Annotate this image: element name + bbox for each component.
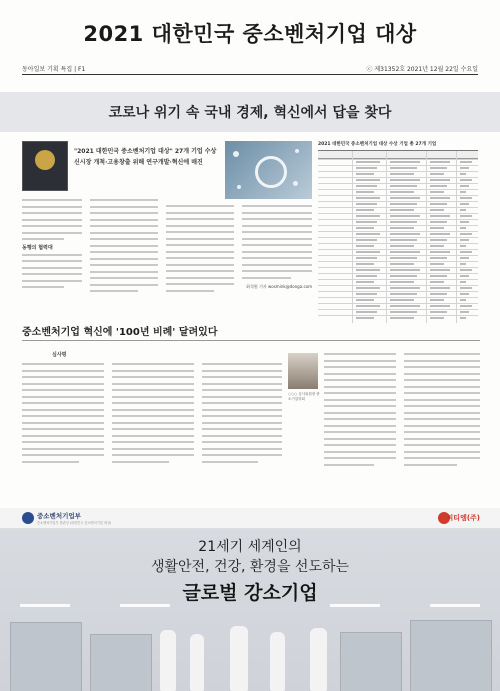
table-cell bbox=[390, 269, 420, 271]
table-cell bbox=[356, 251, 380, 253]
page-title: 2021 대한민국 중소벤처기업 대상 bbox=[83, 22, 417, 46]
table-cell bbox=[356, 257, 377, 259]
table-cell bbox=[390, 173, 414, 175]
table-cell bbox=[356, 311, 377, 313]
table-row bbox=[318, 279, 478, 280]
table-cell bbox=[460, 275, 469, 277]
table-cell bbox=[460, 299, 466, 301]
table-cell bbox=[460, 281, 466, 283]
table-cell bbox=[430, 299, 444, 301]
table-cell bbox=[430, 197, 450, 199]
table-cell bbox=[460, 197, 472, 199]
ministry-logo-icon bbox=[22, 512, 34, 524]
table-grid bbox=[318, 150, 478, 323]
table-cell bbox=[460, 263, 466, 265]
ad-tagline-1: 21세기 세계인의 bbox=[198, 539, 302, 555]
table-cell bbox=[356, 185, 377, 187]
hero-banner bbox=[0, 92, 500, 132]
deck-line-1: "2021 대한민국 중소벤처기업 대상" 27개 기업 수상 bbox=[74, 148, 217, 155]
table-cell bbox=[430, 209, 444, 211]
table-cell bbox=[390, 281, 414, 283]
circuit-illustration bbox=[225, 141, 312, 199]
table-cell bbox=[460, 311, 469, 313]
table-cell bbox=[390, 317, 414, 319]
table-row bbox=[318, 243, 478, 244]
article-column-1 bbox=[22, 199, 82, 293]
table-row bbox=[318, 231, 478, 232]
table-cell bbox=[390, 311, 417, 313]
article-column-4 bbox=[242, 205, 312, 290]
table-cell bbox=[356, 305, 380, 307]
table-cell bbox=[390, 203, 417, 205]
table-row bbox=[318, 177, 478, 178]
cleanroom-photo bbox=[0, 604, 500, 691]
table-row bbox=[318, 249, 478, 250]
table-cell bbox=[430, 251, 450, 253]
table-cell bbox=[390, 215, 420, 217]
review-column-1 bbox=[22, 363, 104, 467]
table-cell bbox=[460, 251, 472, 253]
table-row bbox=[318, 219, 478, 220]
table-cell bbox=[390, 185, 417, 187]
table-cell bbox=[430, 269, 450, 271]
article-deck bbox=[74, 147, 224, 169]
table-row bbox=[318, 261, 478, 262]
table-row bbox=[318, 207, 478, 208]
table-row bbox=[318, 291, 478, 292]
table-cell bbox=[460, 245, 466, 247]
table-cell bbox=[390, 263, 414, 265]
table-cell bbox=[356, 299, 374, 301]
table-row bbox=[318, 237, 478, 238]
table-cell bbox=[390, 167, 417, 169]
table-cell bbox=[390, 287, 420, 289]
table-row bbox=[318, 303, 478, 304]
table-cell bbox=[390, 299, 414, 301]
table-row bbox=[318, 201, 478, 202]
hero-headline: 코로나 위기 속 국내 경제, 혁신에서 답을 찾다 bbox=[108, 105, 392, 121]
table-cell bbox=[356, 275, 377, 277]
table-cell bbox=[430, 293, 447, 295]
table-cell bbox=[356, 317, 374, 319]
table-cell bbox=[460, 161, 472, 163]
ministry-logo-subtext: 중소벤처기업부 장관상 (대한민국 중소벤처기업 대상) bbox=[37, 521, 112, 525]
table-cell bbox=[390, 239, 417, 241]
section-label-review: 심사평 bbox=[52, 352, 67, 358]
table-cell bbox=[430, 191, 444, 193]
medal-icon bbox=[35, 150, 55, 170]
table-cell bbox=[430, 317, 444, 319]
review-column-4 bbox=[324, 353, 396, 470]
table-cell bbox=[356, 197, 380, 199]
award-badge-image bbox=[22, 141, 68, 191]
table-row bbox=[318, 273, 478, 274]
table-cell bbox=[430, 167, 447, 169]
table-cell bbox=[430, 245, 444, 247]
table-cell bbox=[460, 203, 469, 205]
table-cell bbox=[356, 227, 374, 229]
table-cell bbox=[460, 317, 466, 319]
table-cell bbox=[390, 257, 417, 259]
article-column-2 bbox=[90, 199, 158, 297]
table-row bbox=[318, 195, 478, 196]
table-cell bbox=[390, 161, 420, 163]
table-row bbox=[318, 165, 478, 166]
table-cell bbox=[356, 191, 374, 193]
table-cell bbox=[460, 167, 469, 169]
table-cell bbox=[356, 239, 377, 241]
table-cell bbox=[460, 209, 466, 211]
table-cell bbox=[356, 245, 374, 247]
table-cell bbox=[430, 227, 444, 229]
table-cell bbox=[390, 209, 414, 211]
table-cell bbox=[356, 167, 377, 169]
table-row bbox=[318, 225, 478, 226]
ad-tagline-3: 글로벌 강소기업 bbox=[182, 582, 318, 604]
table-cell bbox=[460, 257, 469, 259]
table-cell bbox=[390, 233, 420, 235]
company-logo-text: 씨티엠(주) bbox=[446, 514, 480, 522]
table-cell bbox=[390, 305, 420, 307]
table-cell bbox=[430, 275, 447, 277]
table-cell bbox=[356, 263, 374, 265]
table-cell bbox=[460, 305, 472, 307]
table-cell bbox=[460, 227, 466, 229]
table-cell bbox=[460, 233, 472, 235]
table-title: 2021 대한민국 중소벤처기업 대상 수상 기업 총 27개 기업 bbox=[318, 142, 437, 147]
table-cell bbox=[430, 221, 447, 223]
table-cell bbox=[430, 173, 444, 175]
table-cell bbox=[356, 179, 380, 181]
table-cell bbox=[460, 173, 466, 175]
table-cell bbox=[390, 293, 417, 295]
gear-icon bbox=[255, 156, 287, 188]
table-cell bbox=[390, 275, 417, 277]
review-column-3 bbox=[202, 363, 282, 467]
table-cell bbox=[356, 221, 377, 223]
table-cell bbox=[430, 185, 447, 187]
table-cell bbox=[356, 287, 380, 289]
article-column-3 bbox=[166, 205, 234, 296]
reviewer-caption: ○○○ 심사위원장 중소기업학회 bbox=[288, 392, 320, 401]
table-cell bbox=[390, 227, 414, 229]
table-row bbox=[318, 159, 478, 160]
article-subhead: 동행의 협력대 bbox=[22, 244, 53, 251]
lead-article bbox=[22, 141, 312, 303]
table-cell bbox=[460, 191, 466, 193]
table-cell bbox=[460, 179, 472, 181]
table-cell bbox=[390, 245, 414, 247]
table-row bbox=[318, 171, 478, 172]
table-cell bbox=[356, 269, 380, 271]
table-cell bbox=[430, 311, 447, 313]
ad-tagline-2: 생활안전, 건강, 환경을 선도하는 bbox=[150, 559, 350, 575]
table-row bbox=[318, 189, 478, 190]
table-row bbox=[318, 297, 478, 298]
table-cell bbox=[356, 233, 380, 235]
table-cell bbox=[430, 179, 450, 181]
article-byline: 최석원 기자 wosmink@donga.com bbox=[246, 284, 312, 289]
table-cell bbox=[356, 209, 374, 211]
table-row bbox=[318, 267, 478, 268]
awards-table bbox=[318, 141, 478, 323]
table-cell bbox=[390, 179, 420, 181]
table-cell bbox=[356, 203, 377, 205]
ad-logo-bar bbox=[0, 508, 500, 529]
table-row bbox=[318, 315, 478, 316]
table-row bbox=[318, 285, 478, 286]
table-cell bbox=[430, 215, 450, 217]
issue-label: ⓒ 제31352호 2021년 12월 22일 수요일 bbox=[366, 66, 478, 73]
deck-line-2: 신시장 개척·고용창출 위해 연구개발·혁신에 매진 bbox=[74, 159, 203, 166]
table-cell bbox=[460, 221, 469, 223]
table-cell bbox=[430, 161, 450, 163]
table-row bbox=[318, 183, 478, 184]
table-cell bbox=[460, 293, 469, 295]
table-cell bbox=[430, 287, 450, 289]
second-headline: 중소벤처기업 혁신에 '100년 비례' 달려있다 bbox=[22, 327, 218, 338]
ministry-logo-text: 중소벤처기업부 bbox=[37, 512, 81, 520]
table-row bbox=[318, 213, 478, 214]
table-cell bbox=[390, 191, 414, 193]
table-cell bbox=[356, 293, 377, 295]
table-cell bbox=[390, 251, 420, 253]
table-cell bbox=[430, 281, 444, 283]
masthead bbox=[0, 18, 500, 48]
table-cell bbox=[430, 233, 450, 235]
table-cell bbox=[430, 203, 447, 205]
table-cell bbox=[356, 161, 380, 163]
table-cell bbox=[430, 305, 450, 307]
review-column-2 bbox=[112, 363, 194, 467]
table-cell bbox=[430, 239, 447, 241]
reviewer-photo bbox=[288, 353, 318, 389]
table-cell bbox=[460, 215, 472, 217]
table-cell bbox=[356, 281, 374, 283]
table-cell bbox=[390, 197, 420, 199]
table-cell bbox=[356, 173, 374, 175]
table-cell bbox=[460, 269, 472, 271]
table-row bbox=[318, 309, 478, 310]
table-cell bbox=[356, 215, 380, 217]
table-cell bbox=[430, 257, 447, 259]
table-cell bbox=[460, 185, 469, 187]
meta-bar bbox=[22, 62, 478, 75]
table-cell bbox=[390, 221, 417, 223]
table-row bbox=[318, 255, 478, 256]
advertisement bbox=[0, 508, 500, 691]
review-column-5 bbox=[404, 353, 480, 470]
table-header-row bbox=[318, 151, 478, 159]
section-label: 동아일보 기획 특집 | F1 bbox=[22, 66, 86, 73]
table-cell bbox=[430, 263, 444, 265]
table-cell bbox=[460, 239, 469, 241]
table-cell bbox=[460, 287, 472, 289]
